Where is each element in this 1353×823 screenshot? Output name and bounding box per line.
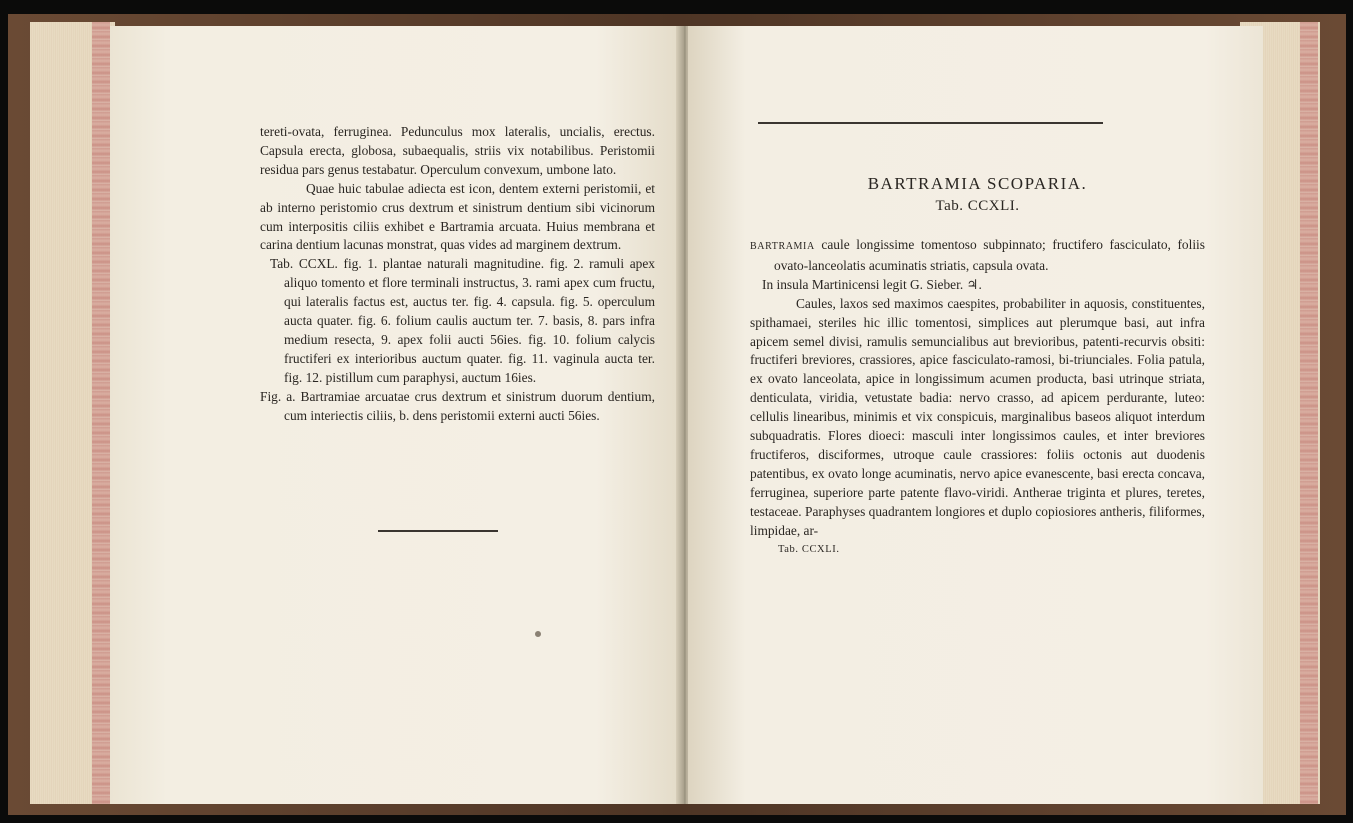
description-paragraph: Caules, laxos sed maximos caespites, probabiliter in aquosis, constituentes, spithamaei, steriles hic illic tomentosi, simplices aut plerumque basi, aut infra apicem semel divisi, ramulis semuncialibus aut brevioribus, patenti-recurvis obsiti: fructiferi breviores, crassiores, apice fasciculato-ramosi, bi-triunciales. Folia patula, ex ovato lanceolata, apice in longissimum acumen producta, basi utrinque striata, denticulata, viridia, vetustate badia: nervo crasso, ad apicem perdurante, luteo: cellulis linearibus, minimis et vix conspicuis, marginalibus baseos aliquot interdum subquadratis. Flores dioeci: masculi inter longissimos caules, et inter breviores fructiferos, disciformes, utroque caule crassiores: foliis octonis aut duodenis patentibus, ex ovato longe acuminatis, nervo apice evanescente, basi erecta concava, ferruginea, superiore parte patente flavo-viridi. Antherae triginta et plures, teretes, testaceae. Paraphyses quadrantem longiores et duplo copiosiores antheris, filiformes, limpidae, ar-: [750, 295, 1205, 538]
diagnosis-paragraph: [750, 236, 1205, 276]
right-page-text: [750, 236, 1205, 559]
left-end-rule: [378, 530, 498, 532]
page-title: BARTRAMIA SCOPARIA.: [867, 174, 1088, 193]
locality-paragraph: In insula Martinicensi legit G. Sieber. ♃.: [762, 276, 982, 292]
left-paragraph-1: tereti-ovata, ferruginea. Pedunculus mox lateralis, uncialis, erectus. Capsula erecta, globosa, subaequalis, striis vix notabilibus. Peristomii residua pars genus testabatur. Operculum convexum, umbone lato.: [260, 124, 655, 177]
plate-number: Tab. CCXLI.: [935, 198, 1020, 214]
right-red-edge: [1300, 22, 1318, 804]
left-page: [110, 26, 682, 804]
diagnosis-text: caule longissime tomentoso subpinnato; fructifero fasciculato, foliis ovato-lanceolatis acuminatis striatis, capsula ovata.: [774, 237, 1205, 273]
left-red-edge: [92, 22, 110, 804]
right-page: [688, 26, 1263, 804]
paper-spot: [535, 631, 541, 637]
genus-small-caps: BARTRAMIA: [750, 241, 815, 252]
left-page-text: [260, 123, 655, 426]
left-paragraph-figures: Fig. a. Bartramiae arcuatae crus dextrum et sinistrum duorum dentium, cum interiectis ciliis, b. dens peristomii externi aucti 56ies.: [260, 388, 655, 423]
left-paragraph-plate-explanation: Tab. CCXL. fig. 1. plantae naturali magnitudine. fig. 2. ramuli apex aliquo tomento et flore terminali instructus, 3. rami apex cum fructu, qui lateralis factus est, auctus ter. fig. 4. capsula. fig. 5. operculum aucta quater. fig. 6. folium caulis auctum ter. 7. basis, 8. pars infra medium resecta, 9. apex folii aucti 56ies. fig. 10. folium calycis fructiferi ex interioribus auctum quater. fig. 11. vaginula aucta ter. fig. 12. pistillum cum paraphysi, auctum 16ies.: [270, 256, 655, 385]
right-head-rule: [758, 122, 1103, 124]
left-paragraph-2: Quae huic tabulae adiecta est icon, dentem externi peristomii, et ab interno peristomio crus dextrum et sinistrum dentium sibi vicinorum cum interpositis ciliis exhibet e Bartramia arcuata. Huius membrana et carina dentium lacunas monstrat, quas vides ad marginem dextrum.: [260, 180, 655, 253]
catchword: Tab. CCXLI.: [778, 543, 840, 555]
